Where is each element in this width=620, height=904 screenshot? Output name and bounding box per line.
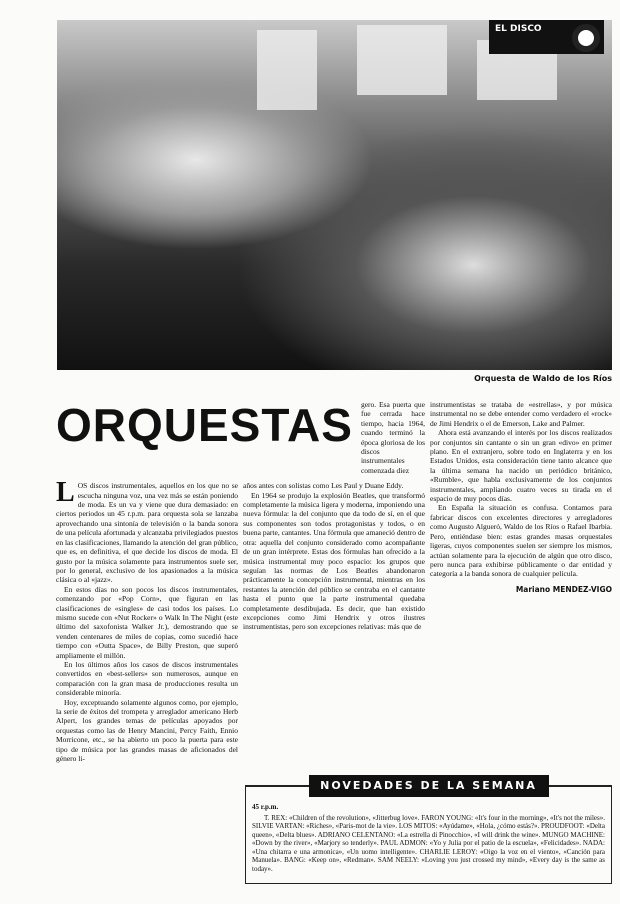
photo-caption: Orquesta de Waldo de los Ríos <box>474 374 612 383</box>
paragraph: Ahora está avanzando el interés por los discos realizados por conjuntos sin cantante o sin un gran «divo» en primer plano. En el extranjero, sobre todo en Inglaterra y en los Estados Unidos, esta consideración tiene tanto alcance que la última semana ha nacido un periódico británico, «Rumble», que habla exclusivamente de los conjuntos instrumentales, ampliando cuatro veces su tirada en el espacio de muy pocos días. <box>430 428 612 504</box>
paragraph: gero. Esa puerta que fue cerrada hace tiempo, hacia 1964, cuando terminó la época gloriosa de los discos instrumentales comenzada diez <box>360 400 425 475</box>
paragraph: En España la situación es confusa. Contamos para fabricar discos con excelentes directores y arregladores como Augusto Algueró, Waldo de los Ríos o Rafael Ibarbia. Pero, entiéndase bien: estas grandes masas orquestales ligeras, cuyos componentes suelen ser siempre los mismos, actúan solamente para la ejecución de algún que otro disco, pero nunca para exhibirse públicamente o dar entidad y categoría a la banda sonora de cualquier película. <box>430 503 612 579</box>
article <box>56 0 612 763</box>
new-releases-list: T. REX: «Children of the revolution», «Jitterbug love». FARON YOUNG: «It's four in the morning», «It's not the miles». SILVIE VARTAN: «Riches», «Paris-mot de la vie». LOS MITOS: «Ayúdame», «Hola, ¿cómo estás?». PROUDFOOT: «Delta queen», «Delta blues». ADRIANO CELENTANO: «La estrella di Pinocchio», «I will drink the wine». MUNGO MACHINE: «Down by the river», «Marjory so tenderly». PAUL ADMON: «Yo y Julia por el patio de la escuela», «Felicidades». NADA: «Una chitarra e una armonica», «Un uomo intelligente». CHARLIE LEROY: «Oigo la voz en el viento», «Canción para Manuela». BANG: «Keep on», «Redman». SAM NEELY: «Loving you just crossed my mind», «Every day is the same as today». <box>252 813 605 873</box>
novedades-body <box>252 803 605 873</box>
paragraph: Hoy, exceptuando solamente algunos como, por ejemplo, la serie de éxitos del trompeta y arreglador americano Herb Alpert, los grandes temas de películas apoyados por orquestas como las de Henry Mancini, Percy Faith, Ennio Morricone, etc., se ha abierto un poco la puerta para este tipo de música por las grandes masas de aficionados del género li- <box>56 697 238 764</box>
article-column-3 <box>430 400 612 594</box>
record-format: 45 r.p.m. <box>252 803 279 812</box>
paragraph: En los últimos años los casos de discos instrumentales convertidos en «best-sellers» son numerosos, aunque en comparación con la gran masa de producciones resulta un considerable minoría. <box>56 659 238 698</box>
novedades-box <box>245 779 612 884</box>
novedades-title: NOVEDADES DE LA SEMANA <box>309 775 549 797</box>
paragraph: instrumentistas se trataba de «estrellas», y por música instrumental no se debe entender como verdadero el «rock» de Jimi Hendrix o el de Emerson, Lake and Palmer. <box>430 400 612 428</box>
article-column-2 <box>243 481 425 632</box>
headline: ORQUESTAS <box>56 399 353 451</box>
section-tag-label: EL DISCO <box>495 24 542 34</box>
paragraph: En estos días no son pocos los discos instrumentales, comenzando por «Pop Corn», que figuran en las clasificaciones de «singles» de casi todos los países. Lo mismo sucede con «Nut Rocker» o Walk In The Night (este último del saxofonista Walker Jr.), demostrando que se venden centenares de miles de copias, como sucedió hace tiempo con «Outta Space», de Billy Preston, que superó ampliamente el millón. <box>56 584 238 660</box>
paragraph: OS discos instrumentales, aquellos en los que no se escucha ninguna voz, una vez más se están poniendo de moda. Es un va y viene que dura demasiado: en ciertos periodos un 45 r.p.m. para orquesta sola se lanzaba aprovechando una sintonía de televisión o la banda sonora de una película afortunada y alcanzaba privilegiados puestos en las clasificaciones, llamando la atención del gran público, que es, en definitiva, el que decide los discos de moda. El gusto por la música solamente para instrumentos suele ser, por lo general, exclusivo de los apasionados a la música clásica o al «jazz». <box>56 481 239 585</box>
drop-cap: L <box>56 477 75 509</box>
byline: Mariano MENDEZ-VIGO <box>515 584 612 594</box>
headline-row <box>56 400 425 475</box>
paragraph: En 1964 se produjo la explosión Beatles, que transformó completamente la música ligera y moderna, imponiendo una nueva fórmula: la del conjunto que da todo de sí, en el que sus componentes son todos protagonistas y todos, o en buena parte, cantantes. Una fórmula que amaneció dentro de otra: aquella del conjunto considerado como acompañante de un gran intérprete. Estas dos fórmulas han ofrecido a la música instrumental muy poco espacio: los grupos que seguían las normas de Los Beatles abandonaron prácticamente la concepción instrumental, mientras en los restantes la atención del público se centraba en el cantante hasta el punto que la parte instrumental quedaba completamente desdibujada. Es decir, que han existido excepciones como Jimi Hendrix y otros ilustres instrumentistas, pero son excepciones relativas: más que de <box>243 490 425 632</box>
paragraph: años antes con solistas como Les Paul y Duane Eddy. <box>243 481 404 491</box>
article-column-1 <box>56 477 239 764</box>
article-column-2-top <box>361 400 425 475</box>
